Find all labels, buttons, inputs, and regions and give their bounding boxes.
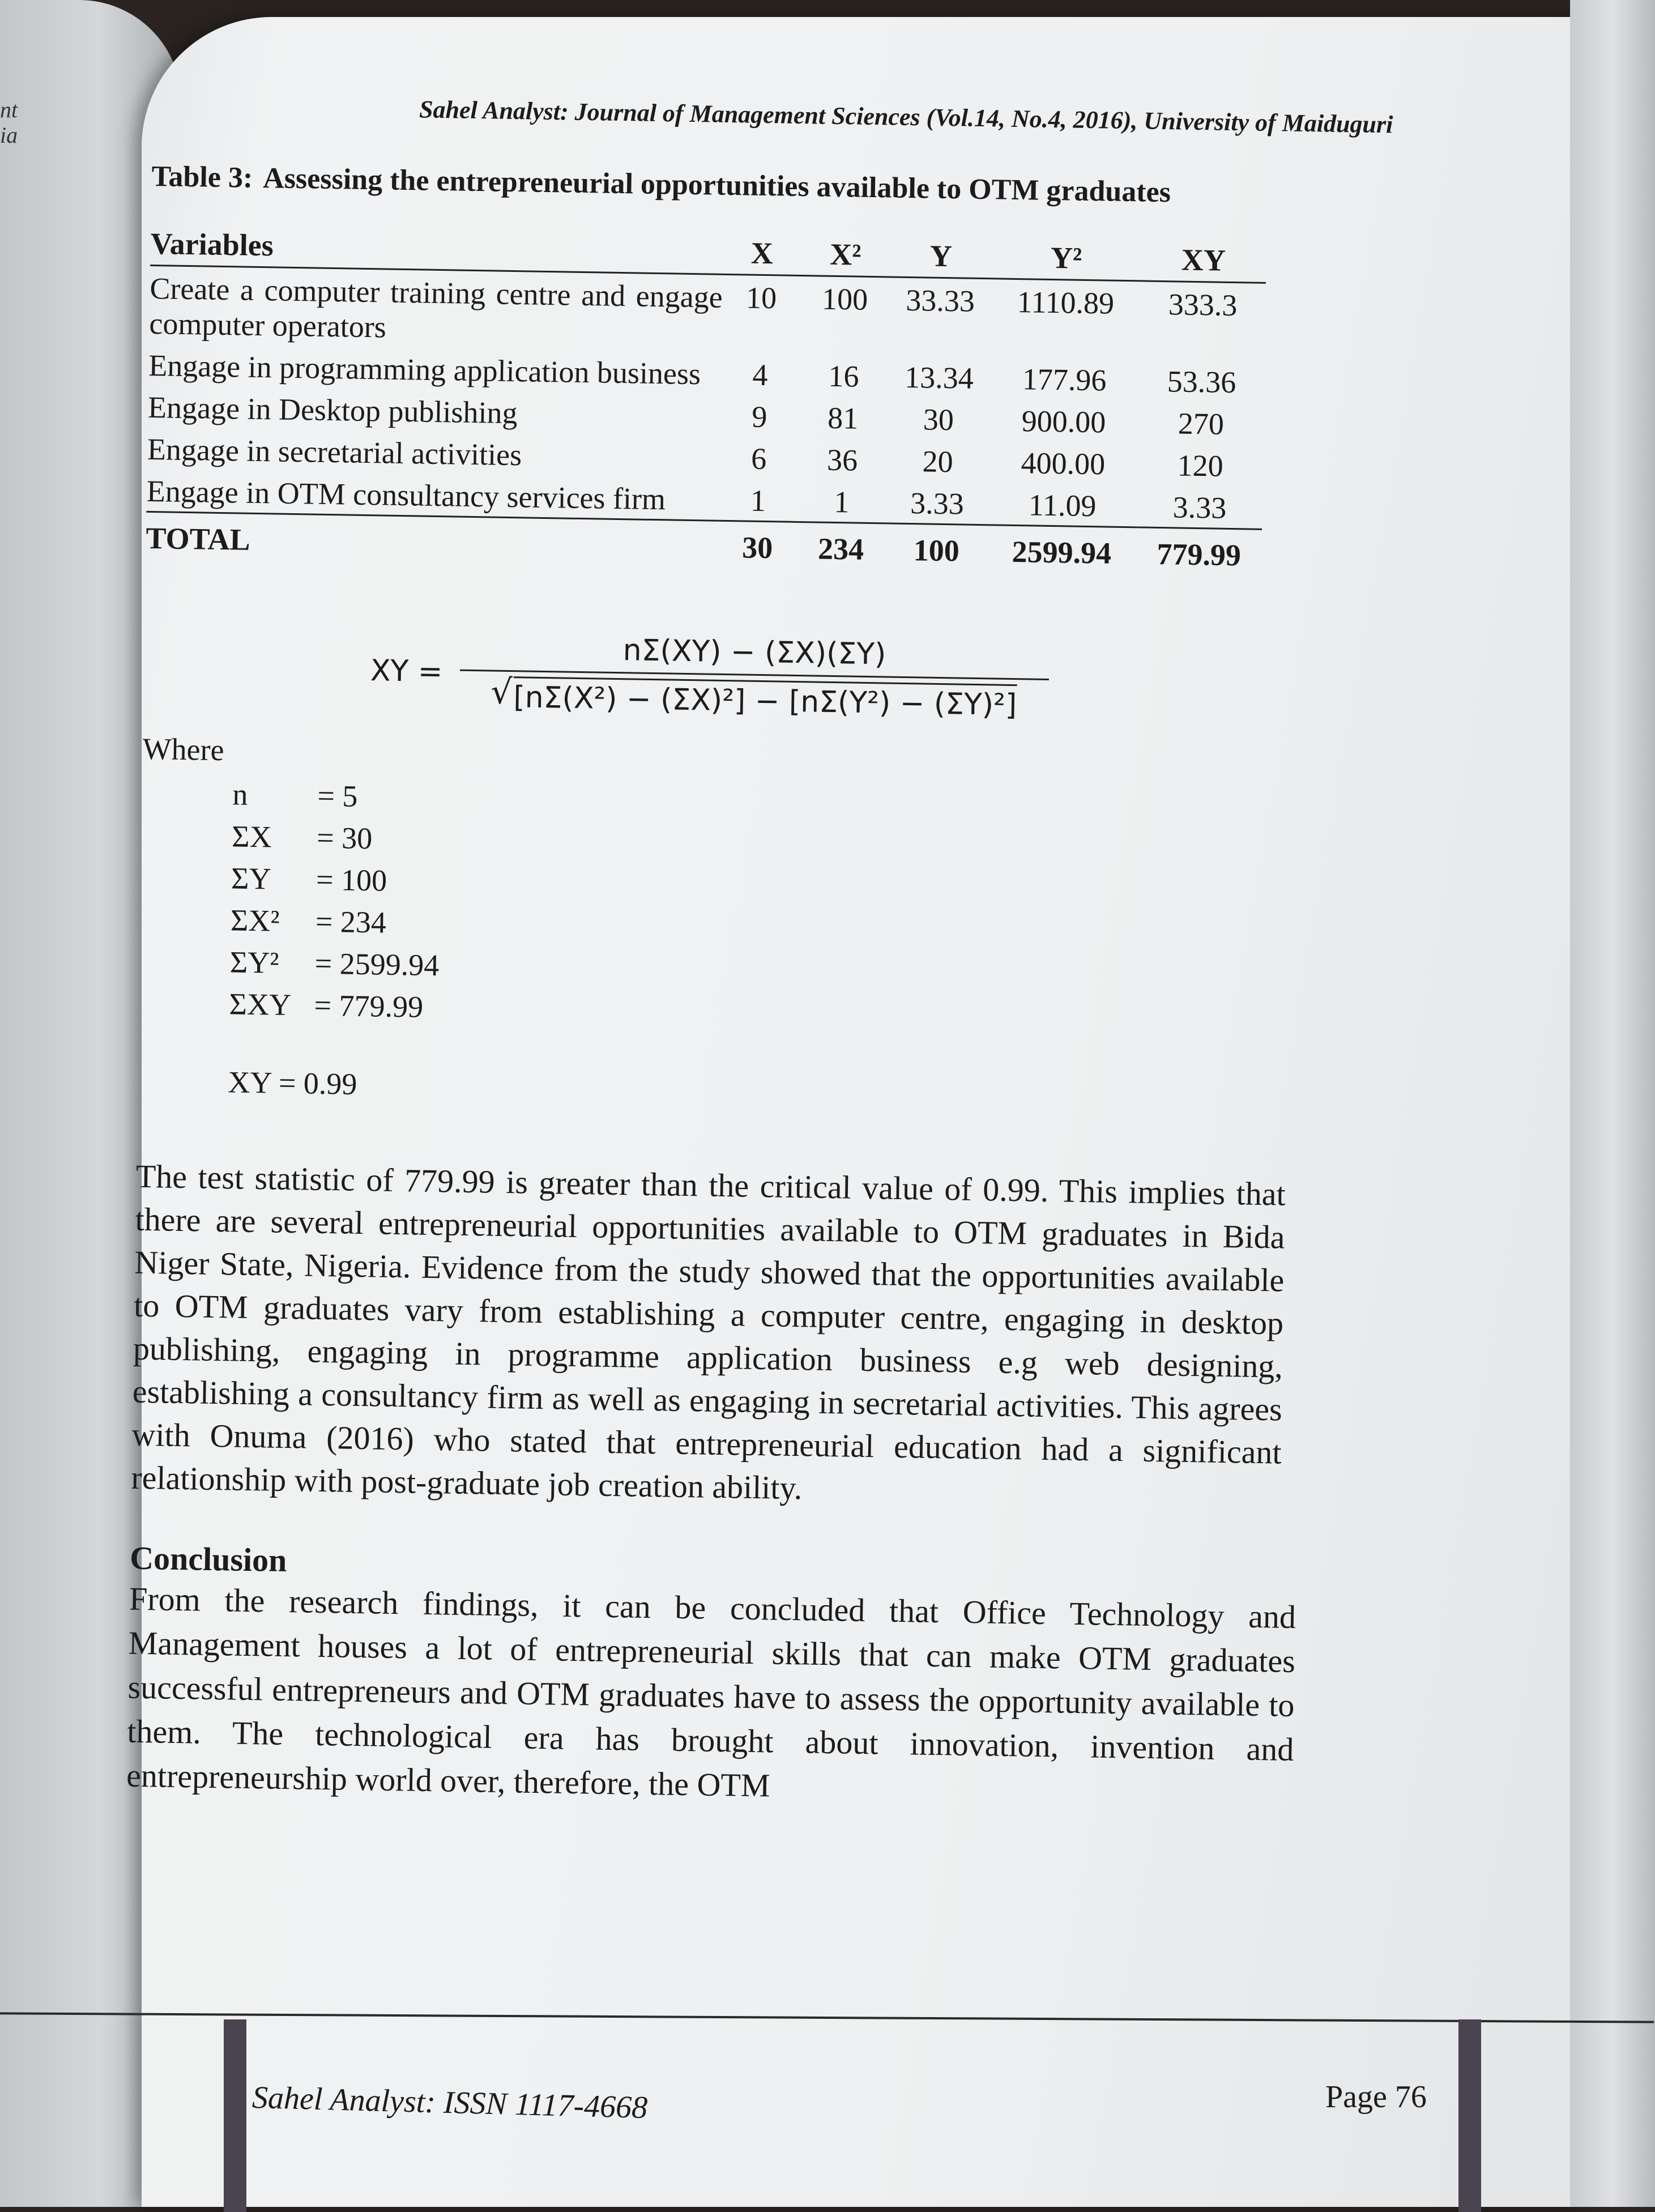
footer-issn: Sahel Analyst: ISSN 1117-4668 bbox=[251, 2079, 649, 2126]
table-cell: 100 bbox=[821, 282, 868, 317]
section-heading: Conclusion bbox=[129, 1539, 287, 1579]
table-cell: 333.3 bbox=[1168, 287, 1238, 323]
variable-symbol: ΣX² bbox=[230, 903, 280, 938]
formula-fraction bbox=[459, 631, 1049, 723]
variable-value: = 234 bbox=[315, 904, 387, 940]
table-cell: Engage in OTM consultancy services firm bbox=[146, 474, 666, 517]
column-header: XY bbox=[1141, 238, 1266, 283]
variable-symbol: ΣY² bbox=[229, 945, 279, 980]
table-cell: 36 bbox=[826, 442, 858, 478]
table-cell: 1 bbox=[750, 483, 766, 518]
table-cell: 177.96 bbox=[1022, 362, 1107, 398]
table-cell: 11.09 bbox=[1028, 488, 1097, 523]
facing-page-fragment: nt bbox=[0, 97, 18, 122]
variable-value: = 2599.94 bbox=[314, 946, 440, 983]
table-cell: 30 bbox=[923, 402, 954, 437]
table-cell: Engage in secretarial activities bbox=[147, 432, 522, 472]
footer-bar bbox=[224, 2019, 246, 2212]
data-table bbox=[146, 223, 1266, 576]
table-label: Table 3: bbox=[151, 160, 253, 194]
table-cell: TOTAL bbox=[146, 512, 719, 566]
table-cell: 779.99 bbox=[1136, 527, 1262, 576]
table-cell: 16 bbox=[828, 359, 859, 394]
table-cell: Engage in Desktop publishing bbox=[147, 390, 518, 431]
table-cell: 10 bbox=[745, 280, 777, 316]
table-cell: 6 bbox=[750, 441, 767, 476]
table-cell: 100 bbox=[885, 523, 987, 571]
table-caption bbox=[151, 159, 1415, 214]
body-paragraph: The test statistic of 779.99 is greater than the critical value of 0.99. This implies that there are several entrepreneurial opportunities available to OTM graduates in Bida Niger State, Nigeria. Evidence from the study showed that the opportunities available to OTM graduates vary from establishing a computer centre, engaging in desktop publishing, engaging in programme application business e.g web designing, establishing a consultancy firm as well as engaging in secretarial activities. This agrees with Onuma (2016) who stated that entrepreneurial education had a significant relationship with post-graduate job creation ability. bbox=[131, 1157, 1286, 1507]
table-cell: 1 bbox=[834, 484, 850, 519]
page-edge bbox=[1570, 0, 1655, 2207]
facing-page-fragment: ia bbox=[0, 122, 18, 148]
table-cell: 33.33 bbox=[905, 283, 975, 318]
table-cell: 900.00 bbox=[1021, 404, 1106, 440]
table-cell: 2599.94 bbox=[987, 525, 1137, 574]
variable-symbol: ΣY bbox=[231, 861, 272, 896]
correlation-formula bbox=[143, 626, 1407, 728]
where-label: Where bbox=[142, 731, 225, 768]
square-root-sign: √ bbox=[490, 672, 513, 713]
table-cell: 30 bbox=[718, 521, 796, 568]
table-cell: 400.00 bbox=[1021, 446, 1106, 481]
variable-value: = 30 bbox=[316, 820, 373, 856]
variable-value: = 5 bbox=[317, 778, 358, 813]
formula-denominator-group bbox=[490, 672, 1017, 723]
table-cell: 53.36 bbox=[1167, 364, 1236, 400]
table-cell: 3.33 bbox=[910, 486, 965, 521]
table-title: Assessing the entrepreneurial opportunities available to OTM graduates bbox=[262, 162, 1171, 209]
table-cell: 1110.89 bbox=[1017, 285, 1115, 321]
column-header: X bbox=[723, 232, 801, 276]
column-header: X² bbox=[800, 233, 890, 277]
table-cell: Create a computer training centre and engage computer operators bbox=[149, 271, 723, 344]
table-cell: 234 bbox=[796, 522, 886, 569]
body-paragraph: From the research findings, it can be concluded that Office Technology and Management houses a lot of entrepreneurial skills that can make OTM graduates successful entrepreneurs and OTM graduates have to assess the opportunity available to them. The technological era has brought about innovation, invention and entrepreneurship world over, therefore, the OTM bbox=[126, 1580, 1296, 1804]
column-header: Y bbox=[890, 234, 992, 278]
table-cell: 4 bbox=[752, 357, 769, 393]
variable-symbol: n bbox=[232, 777, 248, 812]
table-cell: 81 bbox=[827, 400, 859, 436]
column-header: Y² bbox=[991, 236, 1141, 281]
variable-value: = 100 bbox=[315, 862, 387, 898]
page-content bbox=[126, 91, 1416, 1818]
formula-numerator: nΣ(XY) − (ΣX)(ΣY) bbox=[622, 633, 886, 672]
table-cell: 20 bbox=[922, 444, 954, 479]
table-cell: 120 bbox=[1177, 448, 1224, 483]
table-cell: 9 bbox=[751, 399, 767, 434]
footer-bar bbox=[1458, 2019, 1481, 2212]
column-header: Variables bbox=[150, 223, 723, 274]
table-cell: 270 bbox=[1178, 406, 1225, 441]
variable-list bbox=[229, 773, 1405, 1043]
table-cell: 13.34 bbox=[904, 360, 974, 395]
page-number: Page 76 bbox=[1325, 2079, 1427, 2115]
running-head: Sahel Analyst: Journal of Management Sciences (Vol.14, No.4, 2016), University of Maiduguri bbox=[419, 95, 1393, 139]
table-cell: Engage in programming application business bbox=[148, 348, 701, 391]
formula-result: XY = 0.99 bbox=[228, 1065, 357, 1101]
formula-denominator: [nΣ(X²) − (ΣX)²] − [nΣ(Y²) − (ΣY)²] bbox=[513, 676, 1017, 722]
variable-symbol: ΣXY bbox=[229, 987, 292, 1022]
variable-symbol: ΣX bbox=[231, 819, 272, 854]
variable-value: = 779.99 bbox=[314, 988, 424, 1024]
table-cell: 3.33 bbox=[1172, 490, 1227, 525]
formula-lhs: XY = bbox=[370, 654, 443, 689]
